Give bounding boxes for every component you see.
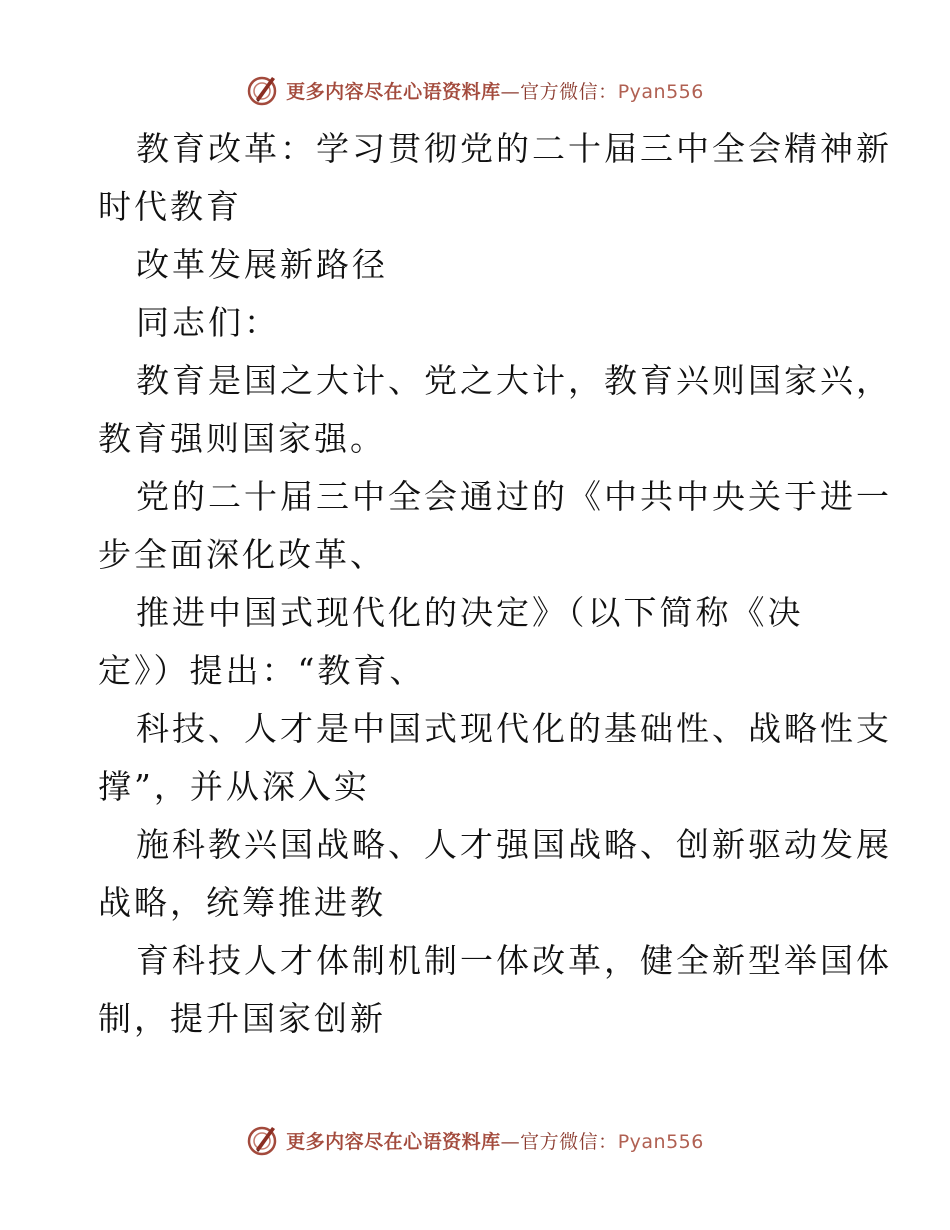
body-text-line: 育科技人才体制机制一体改革，健全新型举国体 xyxy=(136,941,892,980)
watermark-wechat-label: 官方微信： xyxy=(520,1130,618,1153)
watermark-wechat-label: 官方微信： xyxy=(520,80,618,103)
body-text-line: 科技、人才是中国式现代化的基础性、战略性支 xyxy=(136,709,892,748)
watermark-text xyxy=(286,1127,704,1154)
body-text-line: 教育改革：学习贯彻党的二十届三中全会精神新 xyxy=(136,129,892,168)
body-text-line: 教育是国之大计、党之大计，教育兴则国家兴， xyxy=(136,361,892,400)
watermark-wechat-id: Pyan556 xyxy=(617,1130,704,1153)
body-text-line: 步全面深化改革、 xyxy=(98,535,386,574)
body-text-line: 战略，统筹推进教 xyxy=(98,883,386,922)
body-text-line: 制，提升国家创新 xyxy=(98,999,386,1038)
watermark-separator: — xyxy=(500,80,521,103)
document-body xyxy=(98,120,892,1048)
body-text-line: 教育强则国家强。 xyxy=(98,419,386,458)
body-text-line: 施科教兴国战略、人才强国战略、创新驱动发展 xyxy=(136,825,892,864)
watermark-brand: 更多内容尽在心语资料库 xyxy=(286,80,501,103)
body-text-line: 党的二十届三中全会通过的《中共中央关于进一 xyxy=(136,477,892,516)
watermark-text xyxy=(286,77,704,104)
quill-pen-logo-icon xyxy=(246,1123,280,1157)
quill-pen-logo-icon xyxy=(246,73,280,107)
watermark-separator: — xyxy=(500,1130,521,1153)
watermark-brand: 更多内容尽在心语资料库 xyxy=(286,1130,501,1153)
footer-watermark xyxy=(0,1120,950,1160)
body-text-line: 改革发展新路径 xyxy=(136,245,388,284)
header-watermark xyxy=(0,70,950,110)
watermark-wechat-id: Pyan556 xyxy=(617,80,704,103)
body-text-line: 撑”，并从深入实 xyxy=(98,767,370,806)
body-text-line: 推进中国式现代化的决定》（以下简称《决 xyxy=(136,593,804,632)
body-text-line: 时代教育 xyxy=(98,187,242,226)
body-text-line: 同志们： xyxy=(136,303,280,342)
body-text-line: 定》）提出：“教育、 xyxy=(98,651,426,690)
